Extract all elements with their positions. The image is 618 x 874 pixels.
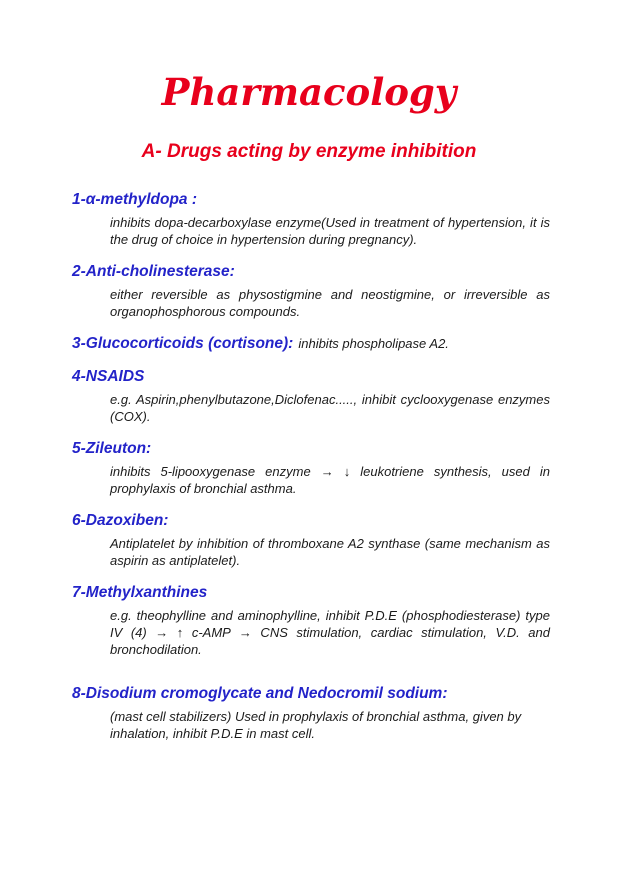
page-subtitle: A- Drugs acting by enzyme inhibition <box>141 141 477 162</box>
section-glucocorticoids <box>72 334 550 353</box>
section-heading: 6-Dazoxiben: <box>72 512 169 529</box>
section-body: Antiplatelet by inhibition of thromboxane A2 synthase (same mechanism as aspirin as antiplatelet). <box>110 536 550 568</box>
section-zileuton <box>72 439 550 497</box>
section-dazoxiben <box>72 511 550 569</box>
section-body: inhibits dopa-decarboxylase enzyme(Used in treatment of hypertension, it is the drug of choice in hypertension during pregnancy). <box>110 215 550 247</box>
section-heading: 7-Methylxanthines <box>72 584 208 601</box>
section-body: e.g. theophylline and aminophylline, inhibit P.D.E (phosphodiesterase) type IV (4) → ↑ c-AMP → CNS stimulation, cardiac stimulation, V.D. and bronchodilation. <box>110 608 550 657</box>
section-heading: 8-Disodium cromoglycate and Nedocromil sodium: <box>72 685 448 702</box>
document-content <box>0 190 618 742</box>
section-body: either reversible as physostigmine and neostigmine, or irreversible as organophosphorous compounds. <box>110 287 550 319</box>
document-page <box>0 70 618 874</box>
section-body: (mast cell stabilizers) Used in prophylaxis of bronchial asthma, given by inhalation, inhibit P.D.E in mast cell. <box>110 709 522 741</box>
section-heading: 4-NSAIDS <box>72 368 145 385</box>
section-body: e.g. Aspirin,phenylbutazone,Diclofenac....., inhibit cyclooxygenase enzymes (COX). <box>110 392 550 424</box>
section-heading: 3-Glucocorticoids (cortisone): <box>72 335 294 352</box>
section-anticholinesterase <box>72 262 550 320</box>
section-methyldopa <box>72 190 550 248</box>
page-title: Pharmacology <box>161 70 457 114</box>
section-body: inhibits phospholipase A2. <box>298 336 449 351</box>
section-cromoglycate <box>72 684 550 742</box>
section-body: inhibits 5-lipooxygenase enzyme → ↓ leukotriene synthesis, used in prophylaxis of bronchial asthma. <box>110 464 550 496</box>
section-heading: 5-Zileuton: <box>72 440 152 457</box>
section-heading: 1-α-methyldopa : <box>72 191 198 208</box>
section-nsaids <box>72 367 550 425</box>
section-heading: 2-Anti-cholinesterase: <box>72 263 235 280</box>
section-methylxanthines <box>72 583 550 658</box>
